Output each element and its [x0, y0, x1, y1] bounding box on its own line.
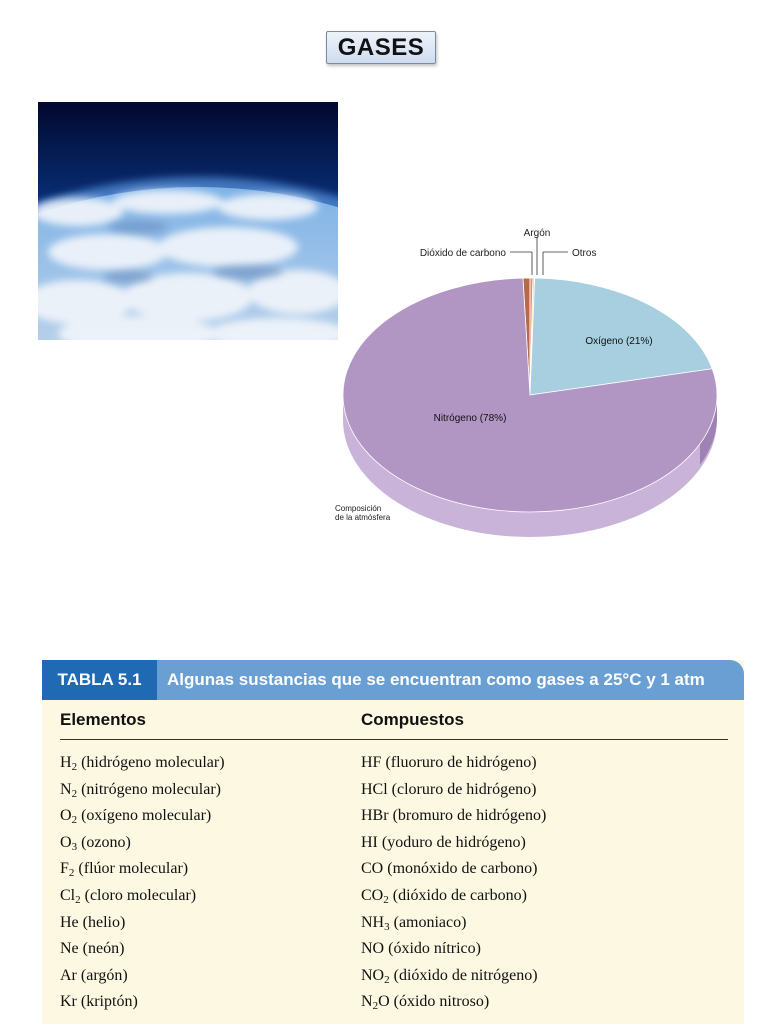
compound-row: CO (monóxido de carbono)	[361, 860, 538, 878]
element-row: $Cl_2$ (cloro molecular)	[60, 886, 197, 906]
column-header-compuestos: Compuestos	[361, 710, 464, 729]
header-rule	[60, 739, 728, 740]
element-row: $H_2$ (hidrógeno molecular)	[60, 754, 225, 773]
label-co2: Dióxido de carbono	[419, 248, 506, 259]
elements-column	[60, 750, 225, 1016]
compound-row: $N_2O$ (óxido nitroso)	[361, 993, 490, 1013]
compound-row: $CO_2$ (dióxido de carbono)	[361, 886, 527, 906]
table-caption: Algunas sustancias que se encuentran como gases a 25°C y 1 atm	[167, 670, 705, 689]
table-number: TABLA 5.1	[42, 660, 157, 700]
element-row: $F_2$ (flúor molecular)	[60, 860, 189, 880]
page-title: GASES	[326, 31, 436, 64]
label-oxigeno: Oxígeno (21%)	[585, 336, 653, 347]
compound-row: $NH_3$ (amoniaco)	[361, 913, 467, 933]
chart-caption-line2: de la atmósfera	[335, 513, 391, 522]
chart-caption-line1: Composición	[335, 504, 382, 513]
column-header-elementos: Elementos	[60, 710, 146, 729]
compound-row: NO (óxido nítrico)	[361, 940, 481, 958]
compound-row: $NO_2$ (dióxido de nitrógeno)	[361, 966, 538, 986]
compounds-column	[361, 750, 546, 1016]
element-row: Ar (argón)	[60, 966, 128, 984]
label-otros: Otros	[572, 248, 597, 259]
compound-row: HBr (bromuro de hidrógeno)	[361, 807, 547, 825]
compound-row: HF (fluoruro de hidrógeno)	[361, 754, 537, 771]
label-nitrogeno: Nitrógeno (78%)	[433, 413, 507, 424]
compound-row: HCl (cloruro de hidrógeno)	[361, 780, 537, 798]
gases-table	[42, 660, 744, 1024]
element-row: Ne (neón)	[60, 940, 125, 958]
label-argon: Argón	[523, 228, 551, 239]
earth-atmosphere-photo	[38, 102, 338, 340]
element-row: $O_2$ (oxígeno molecular)	[60, 807, 212, 827]
element-row: He (helio)	[60, 913, 126, 931]
element-row: Kr (kriptón)	[60, 993, 138, 1011]
compound-row: HI (yoduro de hidrógeno)	[361, 833, 526, 851]
element-row: $N_2$ (nitrógeno molecular)	[60, 780, 222, 800]
table-header-bar	[42, 660, 744, 700]
atmosphere-pie-chart	[330, 215, 740, 545]
element-row: $O_3$ (ozono)	[60, 833, 131, 853]
